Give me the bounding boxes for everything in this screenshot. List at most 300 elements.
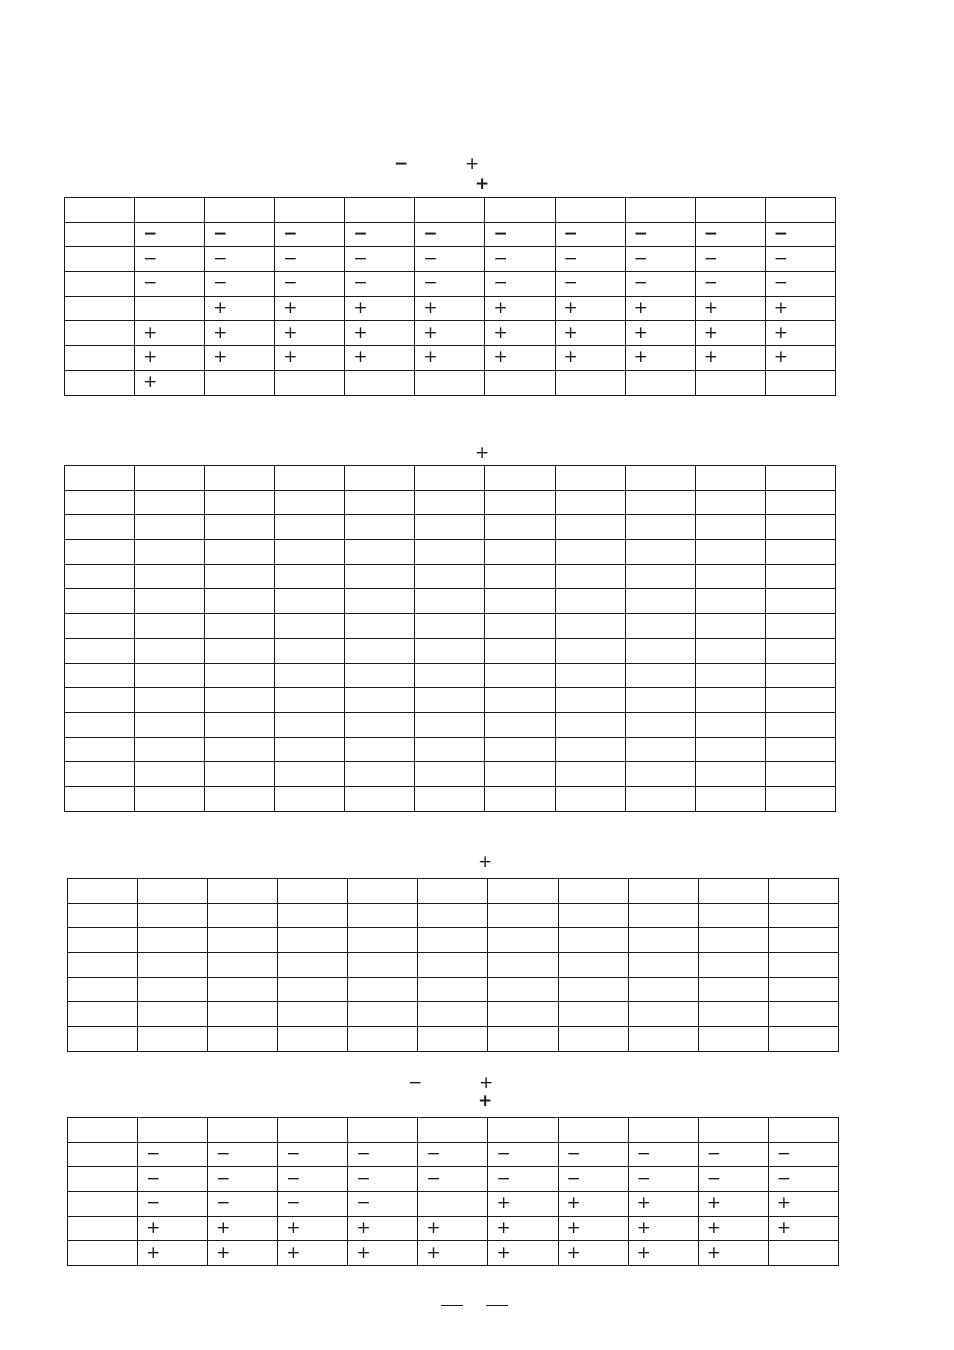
table-cell xyxy=(138,1002,208,1027)
table-cell: + xyxy=(135,346,205,371)
table-row xyxy=(65,737,836,762)
table-cell xyxy=(345,515,415,540)
table-cell: + xyxy=(278,1241,348,1266)
table-cell: + xyxy=(768,1216,838,1241)
table-cell: − xyxy=(348,1192,418,1217)
table-cell xyxy=(765,589,835,614)
table-cell: + xyxy=(135,321,205,346)
table-cell xyxy=(68,1002,138,1027)
table-cell xyxy=(345,638,415,663)
table-cell: − xyxy=(768,1142,838,1167)
table-row xyxy=(68,879,839,904)
table-cell xyxy=(628,1002,698,1027)
table-cell xyxy=(208,953,278,978)
table-cell: + xyxy=(275,321,345,346)
table-cell: + xyxy=(205,346,275,371)
table-cell xyxy=(415,614,485,639)
table-cell: + xyxy=(488,1241,558,1266)
table-cell xyxy=(278,977,348,1002)
table-cell xyxy=(205,786,275,811)
table-cell: + xyxy=(415,296,485,321)
table-cell: + xyxy=(418,1216,488,1241)
table-cell xyxy=(418,1002,488,1027)
table-cell xyxy=(68,1216,138,1241)
table-cell xyxy=(65,346,135,371)
table-cell xyxy=(135,614,205,639)
table-cell: + xyxy=(208,1241,278,1266)
table-cell: − xyxy=(558,1167,628,1192)
table-cell xyxy=(418,1027,488,1052)
table-cell xyxy=(135,762,205,787)
table-cell xyxy=(488,903,558,928)
table-cell: + xyxy=(345,296,415,321)
table-cell xyxy=(625,466,695,491)
table-cell xyxy=(205,663,275,688)
table-cell: + xyxy=(555,296,625,321)
table-cell xyxy=(65,272,135,297)
table-cell xyxy=(275,466,345,491)
table-cell xyxy=(555,466,625,491)
table-cell xyxy=(555,564,625,589)
table-cell xyxy=(208,1027,278,1052)
table-cell xyxy=(628,953,698,978)
table-cell xyxy=(348,977,418,1002)
table-cell xyxy=(768,928,838,953)
table-cell: − xyxy=(208,1142,278,1167)
table-row xyxy=(65,712,836,737)
table-cell: + xyxy=(625,346,695,371)
table-cell xyxy=(695,589,765,614)
table-cell xyxy=(418,1192,488,1217)
table-cell xyxy=(68,1027,138,1052)
table-cell xyxy=(485,564,555,589)
table-cell xyxy=(625,370,695,395)
table-cell xyxy=(138,879,208,904)
table-cell xyxy=(695,663,765,688)
table-cell xyxy=(208,903,278,928)
table-cell xyxy=(65,663,135,688)
table-cell xyxy=(485,589,555,614)
table-cell xyxy=(415,638,485,663)
table-cell xyxy=(628,977,698,1002)
table-cell xyxy=(345,712,415,737)
section2-sign-plus: + xyxy=(475,443,490,463)
table-cell xyxy=(345,370,415,395)
table-cell xyxy=(765,762,835,787)
table-cell xyxy=(205,614,275,639)
table-cell xyxy=(138,977,208,1002)
table-cell xyxy=(348,1002,418,1027)
table-cell xyxy=(485,614,555,639)
table-cell: + xyxy=(625,321,695,346)
table-cell xyxy=(275,663,345,688)
table-row xyxy=(65,663,836,688)
table-cell xyxy=(698,953,768,978)
table-cell xyxy=(65,614,135,639)
table-cell: − xyxy=(555,222,625,247)
table-cell xyxy=(555,688,625,713)
table-cell xyxy=(695,762,765,787)
table-cell: + xyxy=(698,1192,768,1217)
table-cell: + xyxy=(695,346,765,371)
table-cell xyxy=(628,1027,698,1052)
table-cell xyxy=(555,737,625,762)
table-cell: − xyxy=(415,222,485,247)
table-cell xyxy=(415,762,485,787)
table-cell xyxy=(348,1027,418,1052)
table-cell: − xyxy=(695,222,765,247)
table-cell: − xyxy=(275,222,345,247)
table-cell: + xyxy=(205,296,275,321)
table-cell xyxy=(65,198,135,223)
table-cell xyxy=(695,370,765,395)
table-row xyxy=(68,1142,839,1167)
table-cell xyxy=(628,903,698,928)
table-cell xyxy=(555,786,625,811)
table-cell xyxy=(625,540,695,565)
table-cell xyxy=(68,879,138,904)
table-row xyxy=(65,638,836,663)
table-cell xyxy=(275,712,345,737)
table-cell: − xyxy=(698,1142,768,1167)
table-cell: + xyxy=(558,1241,628,1266)
table-cell xyxy=(275,198,345,223)
table-cell xyxy=(418,903,488,928)
table-cell xyxy=(68,953,138,978)
table-row xyxy=(65,540,836,565)
table-cell xyxy=(68,1118,138,1143)
table-cell xyxy=(695,198,765,223)
table-cell xyxy=(68,1192,138,1217)
table-cell xyxy=(275,564,345,589)
table-row xyxy=(65,272,836,297)
table-cell xyxy=(348,953,418,978)
table-cell xyxy=(555,663,625,688)
table-cell xyxy=(205,490,275,515)
table-cell xyxy=(345,490,415,515)
table-cell xyxy=(205,638,275,663)
table-cell: − xyxy=(418,1167,488,1192)
table-cell: + xyxy=(698,1241,768,1266)
table-cell xyxy=(135,515,205,540)
table-cell xyxy=(488,879,558,904)
table-cell xyxy=(765,737,835,762)
table-cell xyxy=(488,953,558,978)
table-cell xyxy=(698,977,768,1002)
table-cell xyxy=(138,928,208,953)
table-cell xyxy=(555,762,625,787)
table-cell xyxy=(68,1142,138,1167)
table-cell xyxy=(698,928,768,953)
table-row xyxy=(65,296,836,321)
table-cell xyxy=(765,466,835,491)
table-cell xyxy=(65,688,135,713)
table-cell: − xyxy=(415,272,485,297)
table-cell: − xyxy=(208,1192,278,1217)
table-cell xyxy=(485,786,555,811)
table-cell: − xyxy=(695,272,765,297)
table-cell xyxy=(698,1002,768,1027)
table-cell: + xyxy=(275,346,345,371)
table-cell xyxy=(765,614,835,639)
table-cell xyxy=(698,903,768,928)
table-row xyxy=(68,1167,839,1192)
table-cell xyxy=(205,370,275,395)
table-cell xyxy=(485,490,555,515)
table-cell: − xyxy=(765,272,835,297)
table-cell: − xyxy=(345,247,415,272)
table-cell xyxy=(135,737,205,762)
section4-table xyxy=(67,1117,839,1266)
table-cell xyxy=(135,589,205,614)
table-cell xyxy=(628,928,698,953)
table-cell xyxy=(415,589,485,614)
table-cell xyxy=(205,515,275,540)
table-cell xyxy=(415,663,485,688)
table-row xyxy=(65,321,836,346)
table-cell xyxy=(698,1027,768,1052)
table-row xyxy=(68,903,839,928)
table-cell xyxy=(555,614,625,639)
table-cell xyxy=(345,614,415,639)
table-cell xyxy=(768,903,838,928)
table-cell xyxy=(415,564,485,589)
table-cell xyxy=(208,1002,278,1027)
table-cell xyxy=(695,564,765,589)
table-cell: + xyxy=(138,1241,208,1266)
table-cell xyxy=(485,688,555,713)
table-cell: + xyxy=(485,346,555,371)
table-cell xyxy=(625,737,695,762)
table-cell: − xyxy=(278,1167,348,1192)
table-cell: + xyxy=(628,1192,698,1217)
table-cell: + xyxy=(485,321,555,346)
table-cell xyxy=(765,638,835,663)
table-cell xyxy=(768,977,838,1002)
table-cell xyxy=(695,786,765,811)
table-row xyxy=(65,346,836,371)
table-cell xyxy=(345,198,415,223)
table-cell xyxy=(765,515,835,540)
table-cell xyxy=(208,928,278,953)
table-cell: + xyxy=(768,1192,838,1217)
table-cell xyxy=(415,198,485,223)
table-cell xyxy=(138,1027,208,1052)
table-cell xyxy=(138,953,208,978)
table-row xyxy=(68,1192,839,1217)
table-cell xyxy=(485,198,555,223)
table-cell xyxy=(695,466,765,491)
table-cell xyxy=(65,490,135,515)
section3-sign-plus: + xyxy=(478,852,493,872)
table-cell xyxy=(278,1027,348,1052)
table-cell xyxy=(65,712,135,737)
table-cell xyxy=(138,1118,208,1143)
table-cell xyxy=(488,1002,558,1027)
table-cell xyxy=(208,977,278,1002)
table-cell xyxy=(485,638,555,663)
table-cell xyxy=(275,540,345,565)
table-cell xyxy=(65,762,135,787)
table-cell: − xyxy=(135,222,205,247)
table-cell xyxy=(418,977,488,1002)
table-cell: + xyxy=(695,296,765,321)
table-cell xyxy=(275,638,345,663)
table-cell xyxy=(348,879,418,904)
table-cell xyxy=(555,490,625,515)
table-cell xyxy=(205,712,275,737)
table-cell xyxy=(625,515,695,540)
table-row xyxy=(65,370,836,395)
table-cell: − xyxy=(278,1192,348,1217)
table-cell xyxy=(695,737,765,762)
table-cell: − xyxy=(765,247,835,272)
table-cell: − xyxy=(278,1142,348,1167)
table-cell xyxy=(555,370,625,395)
table-cell xyxy=(138,903,208,928)
table-cell xyxy=(555,712,625,737)
table-cell xyxy=(345,466,415,491)
table-row xyxy=(65,198,836,223)
section4-sign-plus-1: + xyxy=(479,1073,494,1093)
table-cell xyxy=(625,663,695,688)
table-cell xyxy=(558,953,628,978)
table-cell xyxy=(555,589,625,614)
table-cell: + xyxy=(695,321,765,346)
table-cell: − xyxy=(345,272,415,297)
section1-table xyxy=(64,197,836,396)
table-cell xyxy=(135,540,205,565)
table-row xyxy=(65,515,836,540)
table-cell: − xyxy=(768,1167,838,1192)
table-cell: − xyxy=(628,1167,698,1192)
table-cell: − xyxy=(205,222,275,247)
section1-sign-minus: − xyxy=(394,154,409,174)
table-cell: − xyxy=(558,1142,628,1167)
table-cell xyxy=(345,540,415,565)
table-cell: − xyxy=(488,1142,558,1167)
table-cell: + xyxy=(208,1216,278,1241)
table-cell xyxy=(415,370,485,395)
table-cell xyxy=(485,515,555,540)
table-cell: − xyxy=(138,1192,208,1217)
table-cell: − xyxy=(488,1167,558,1192)
table-cell xyxy=(65,589,135,614)
table-cell xyxy=(345,564,415,589)
table-cell xyxy=(765,663,835,688)
table-cell xyxy=(415,786,485,811)
table-row xyxy=(68,977,839,1002)
table-cell xyxy=(488,928,558,953)
table-cell: + xyxy=(138,1216,208,1241)
table-row xyxy=(65,614,836,639)
table-cell xyxy=(205,762,275,787)
table-cell xyxy=(558,903,628,928)
table-cell xyxy=(345,688,415,713)
table-row xyxy=(65,762,836,787)
table-cell xyxy=(765,370,835,395)
section1-sign-plus-1: + xyxy=(465,154,480,174)
table-cell xyxy=(275,786,345,811)
table-cell xyxy=(625,589,695,614)
table-cell xyxy=(485,712,555,737)
table-cell xyxy=(65,540,135,565)
table-cell: − xyxy=(348,1167,418,1192)
table-cell xyxy=(625,490,695,515)
table-cell xyxy=(65,296,135,321)
table-cell: + xyxy=(558,1192,628,1217)
table-cell xyxy=(205,564,275,589)
table-cell xyxy=(135,198,205,223)
table-cell xyxy=(625,614,695,639)
table-cell: − xyxy=(205,272,275,297)
table-cell xyxy=(275,370,345,395)
footer-rule-left xyxy=(441,1305,463,1306)
table-cell xyxy=(275,688,345,713)
table-cell xyxy=(65,466,135,491)
table-cell xyxy=(768,953,838,978)
table-cell xyxy=(555,638,625,663)
table-row xyxy=(68,1027,839,1052)
table-cell xyxy=(415,515,485,540)
table-row xyxy=(68,928,839,953)
table-row xyxy=(65,222,836,247)
table-cell xyxy=(558,1118,628,1143)
table-cell xyxy=(348,903,418,928)
table-cell xyxy=(625,688,695,713)
table-cell xyxy=(768,1241,838,1266)
table-cell xyxy=(418,928,488,953)
table-cell xyxy=(278,953,348,978)
table-cell: + xyxy=(415,321,485,346)
table-cell xyxy=(695,614,765,639)
table-cell xyxy=(415,688,485,713)
table-cell xyxy=(765,786,835,811)
table-cell: − xyxy=(628,1142,698,1167)
table-cell: + xyxy=(415,346,485,371)
table-cell xyxy=(485,370,555,395)
table-cell xyxy=(275,614,345,639)
table-cell: + xyxy=(135,370,205,395)
table-cell xyxy=(768,1002,838,1027)
table-cell: − xyxy=(485,272,555,297)
table-cell: + xyxy=(418,1241,488,1266)
table-cell xyxy=(135,688,205,713)
table-cell xyxy=(65,321,135,346)
table-cell xyxy=(555,198,625,223)
table-row xyxy=(65,466,836,491)
table-cell: + xyxy=(348,1241,418,1266)
table-cell xyxy=(415,490,485,515)
table-cell xyxy=(275,490,345,515)
table-cell xyxy=(625,762,695,787)
table-cell xyxy=(345,589,415,614)
table-cell xyxy=(275,762,345,787)
table-cell xyxy=(345,762,415,787)
table-cell xyxy=(555,515,625,540)
table-cell xyxy=(488,977,558,1002)
table-cell xyxy=(695,490,765,515)
table-cell: − xyxy=(348,1142,418,1167)
table-cell xyxy=(65,638,135,663)
table-cell xyxy=(348,928,418,953)
table-cell xyxy=(345,737,415,762)
table-cell xyxy=(625,564,695,589)
table-cell xyxy=(68,928,138,953)
table-cell: + xyxy=(765,321,835,346)
table-cell xyxy=(278,1118,348,1143)
table-cell: + xyxy=(625,296,695,321)
